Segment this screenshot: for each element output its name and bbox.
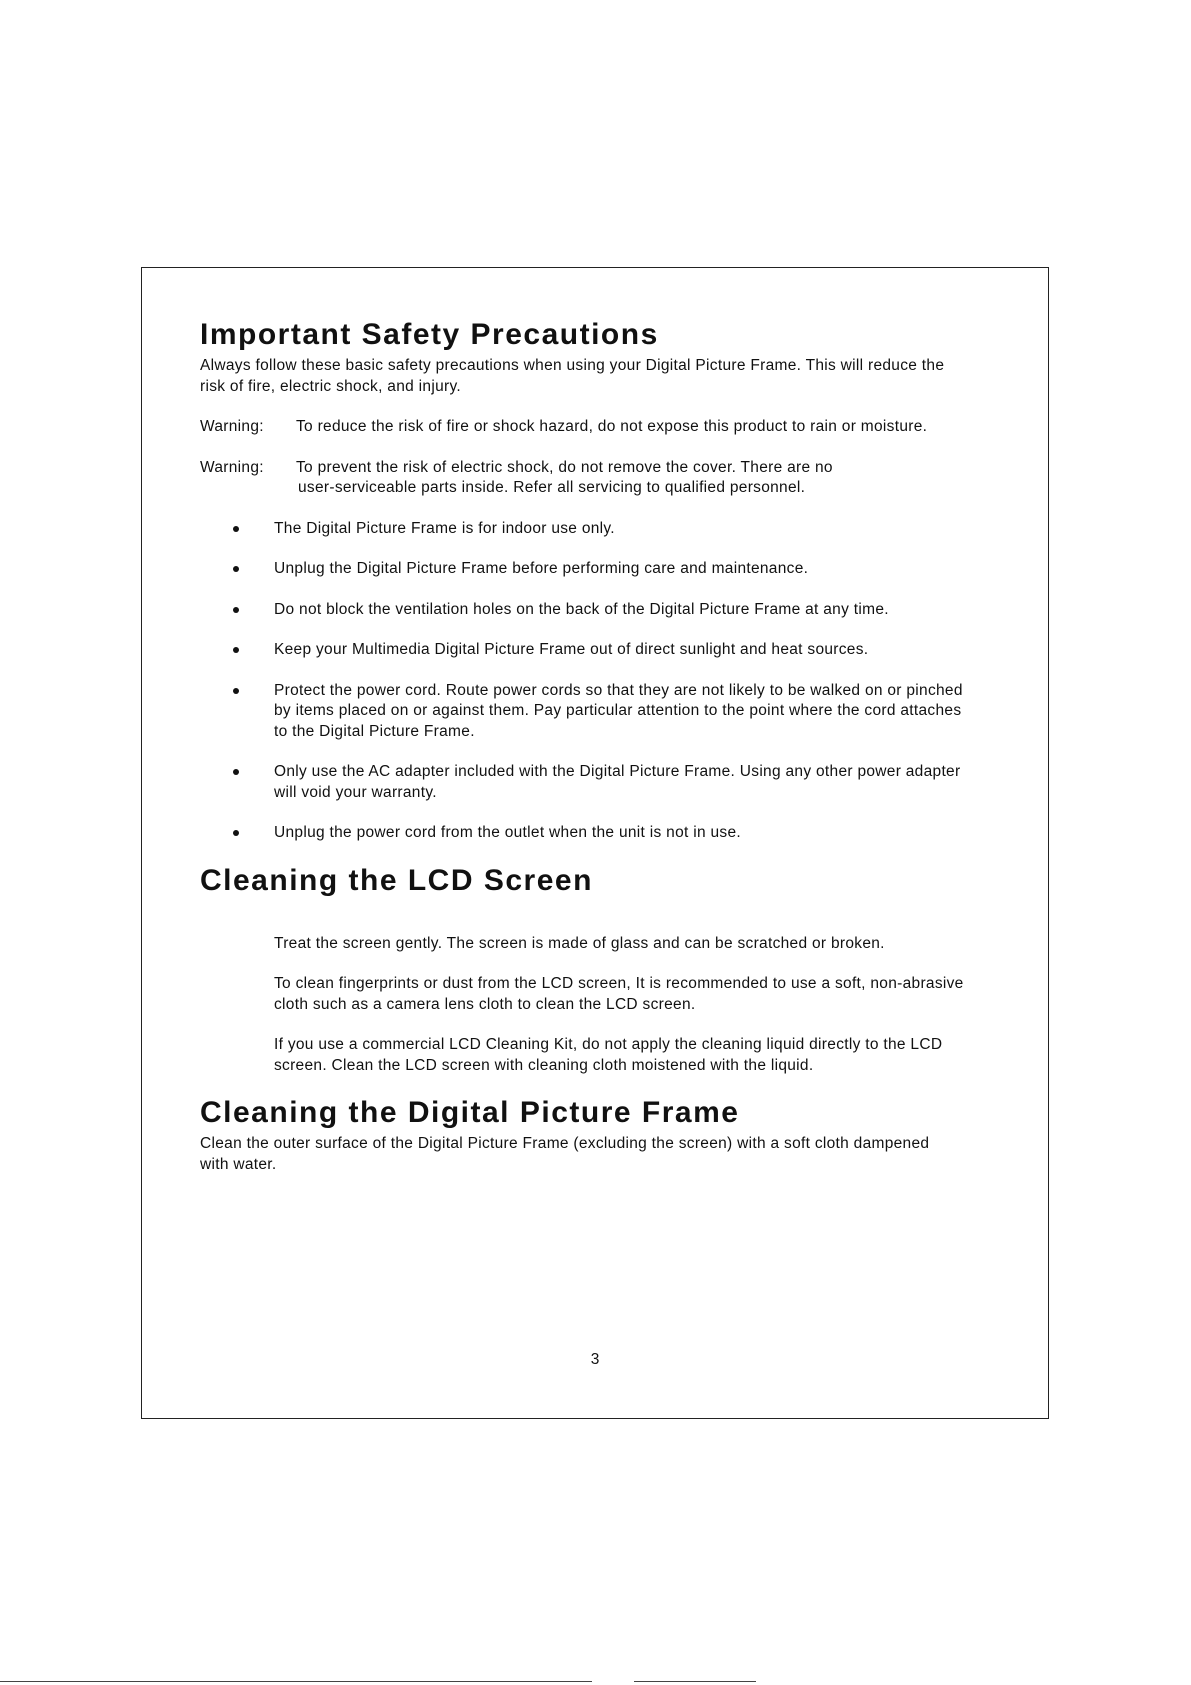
- safety-bullet-list: [200, 519, 1010, 844]
- warning-label: Warning:: [200, 458, 264, 476]
- warning-text-line: To prevent the risk of electric shock, do not remove the cover. There are no: [296, 458, 833, 476]
- cleaning-lcd-paragraph: If you use a commercial LCD Cleaning Kit, do not apply the cleaning liquid directly to the LCD screen. Clean the LCD screen with cleaning cloth moistened with the liquid.: [274, 1036, 943, 1074]
- scan-edge-line: [0, 1681, 592, 1682]
- bullet-icon: [200, 762, 274, 803]
- list-item-text: Unplug the Digital Picture Frame before performing care and maintenance.: [274, 560, 809, 577]
- list-item: [200, 823, 1010, 844]
- list-item: [200, 559, 1010, 580]
- cleaning-frame-heading: Cleaning the Digital Picture Frame: [200, 1096, 740, 1129]
- bullet-icon: [200, 681, 274, 743]
- list-item-text: Keep your Multimedia Digital Picture Frame out of direct sunlight and heat sources.: [274, 641, 869, 658]
- list-item: [200, 681, 1010, 743]
- list-item-text: Unplug the power cord from the outlet when the unit is not in use.: [274, 824, 741, 841]
- list-item-text: Only use the AC adapter included with the Digital Picture Frame. Using any other power adapter will void your warranty.: [274, 763, 961, 801]
- cleaning-lcd-section: [200, 934, 986, 1077]
- page-content: [200, 318, 1010, 1175]
- list-item: [200, 640, 1010, 661]
- warning-text: [296, 458, 1010, 499]
- warning-2: [200, 458, 1010, 499]
- list-item-text: Do not block the ventilation holes on the back of the Digital Picture Frame at any time.: [274, 600, 889, 618]
- bullet-icon: [200, 640, 274, 661]
- cleaning-frame-paragraph: Clean the outer surface of the Digital Picture Frame (excluding the screen) with a soft cloth dampened with water.: [200, 1135, 930, 1173]
- warning-text: To reduce the risk of fire or shock hazard, do not expose this product to rain or moisture.: [296, 418, 928, 435]
- bullet-icon: [200, 559, 274, 580]
- safety-precautions-heading: Important Safety Precautions: [200, 318, 659, 351]
- warning-label: Warning:: [200, 418, 264, 435]
- scan-edge-line: [634, 1681, 756, 1682]
- warning-text-line: user-serviceable parts inside. Refer all servicing to qualified personnel.: [298, 479, 806, 496]
- bullet-icon: [200, 519, 274, 540]
- bullet-icon: [200, 823, 274, 844]
- cleaning-lcd-heading: Cleaning the LCD Screen: [200, 863, 593, 897]
- cleaning-lcd-paragraph: Treat the screen gently. The screen is made of glass and can be scratched or broken.: [274, 934, 885, 952]
- cleaning-lcd-paragraph: To clean fingerprints or dust from the LCD screen, It is recommended to use a soft, non-abrasive cloth such as a camera lens cloth to clean the LCD screen.: [274, 975, 964, 1013]
- warning-1: [200, 417, 1010, 438]
- list-item: [200, 519, 1010, 540]
- list-item-text: The Digital Picture Frame is for indoor use only.: [274, 519, 615, 537]
- list-item-text: Protect the power cord. Route power cords so that they are not likely to be walked on or pinched by items placed on or against them. Pay particular attention to the point where the cord attaches to the Digital Picture Frame.: [274, 681, 963, 740]
- intro-paragraph: Always follow these basic safety precautions when using your Digital Picture Frame. This will reduce the risk of fire, electric shock, and injury.: [200, 357, 945, 395]
- page-number: 3: [590, 1351, 600, 1368]
- list-item: [200, 762, 1010, 803]
- list-item: [200, 600, 1010, 621]
- bullet-icon: [200, 600, 274, 621]
- page-border-frame: [141, 267, 1049, 1419]
